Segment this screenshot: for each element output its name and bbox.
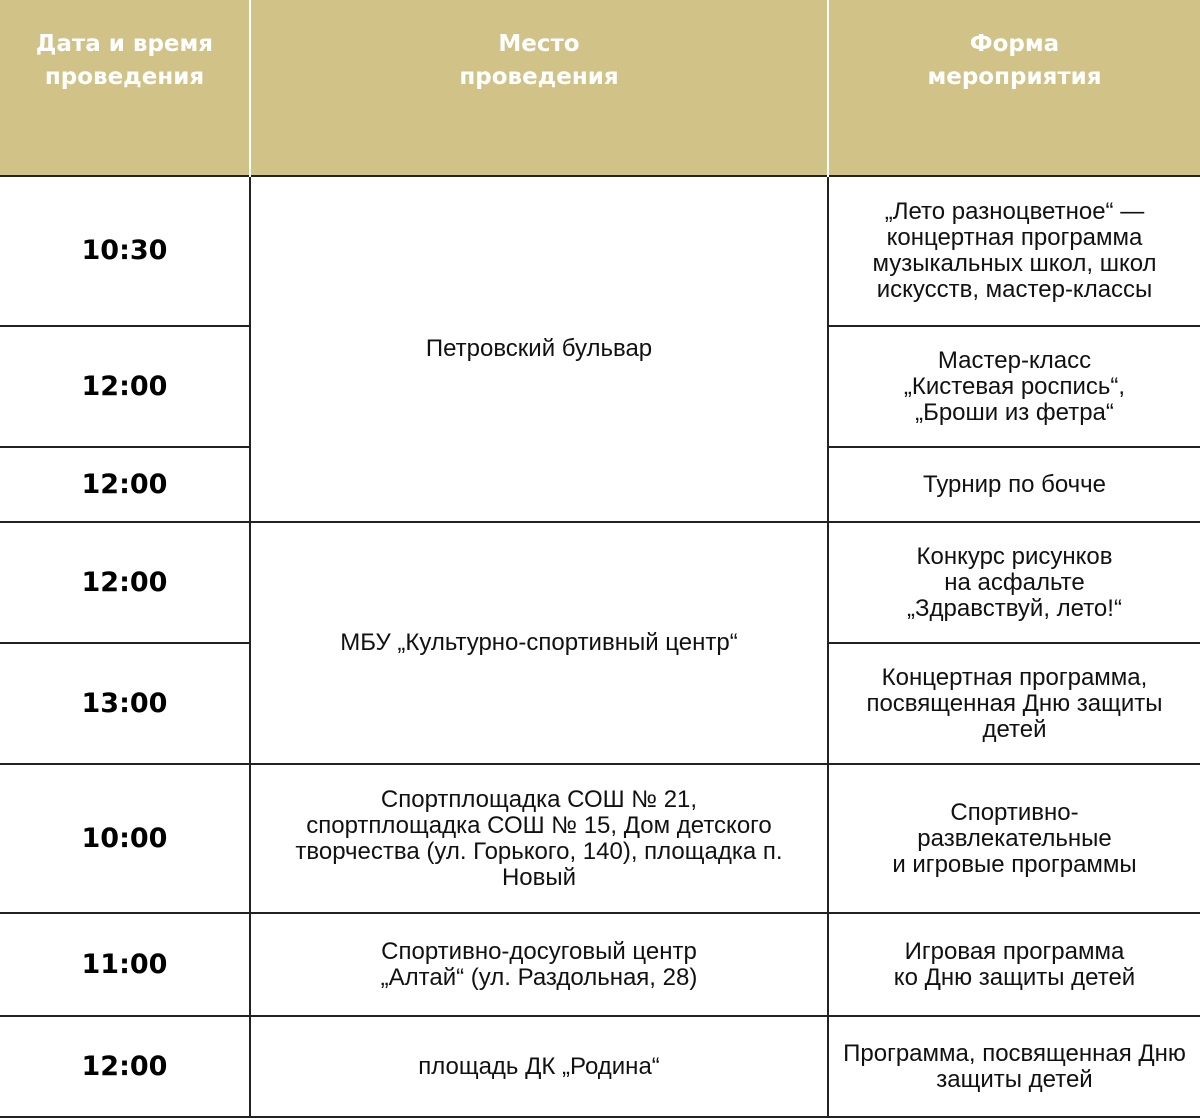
event-cell: Конкурс рисунков на асфальте „Здравствуй, лето!“ — [828, 522, 1200, 643]
table-row — [0, 913, 1200, 1016]
event-cell: Турнир по бочче — [828, 447, 1200, 522]
place-cell: Спортплощадка СОШ № 21, спортплощадка СОШ № 15, Дом детского творчества (ул. Горького, 140), площадка п. Новый — [250, 764, 828, 913]
time-cell: 12:00 — [0, 1016, 250, 1117]
header-row — [0, 0, 1200, 176]
table-row — [0, 176, 1200, 326]
event-cell: Спортивно- развлекательные и игровые программы — [828, 764, 1200, 913]
event-cell: „Лето разноцветное“ — концертная программа музыкальных школ, школ искусств, мастер-классы — [828, 176, 1200, 326]
time-cell: 13:00 — [0, 643, 250, 764]
header-event: Форма мероприятия — [828, 0, 1200, 176]
time-cell: 12:00 — [0, 326, 250, 447]
event-cell: Программа, посвященная Дню защиты детей — [828, 1016, 1200, 1117]
time-cell: 12:00 — [0, 447, 250, 522]
table-row — [0, 764, 1200, 913]
event-cell: Мастер-класс „Кистевая роспись“, „Броши из фетра“ — [828, 326, 1200, 447]
place-cell: Спортивно-досуговый центр „Алтай“ (ул. Раздольная, 28) — [250, 913, 828, 1016]
place-cell: МБУ „Культурно-спортивный центр“ — [250, 522, 828, 764]
place-cell: площадь ДК „Родина“ — [250, 1016, 828, 1117]
time-cell: 10:00 — [0, 764, 250, 913]
time-cell: 11:00 — [0, 913, 250, 1016]
header-time: Дата и время проведения — [0, 0, 250, 176]
event-cell: Концертная программа, посвященная Дню защиты детей — [828, 643, 1200, 764]
time-cell: 10:30 — [0, 176, 250, 326]
time-cell: 12:00 — [0, 522, 250, 643]
table-row — [0, 1016, 1200, 1117]
event-cell: Игровая программа ко Дню защиты детей — [828, 913, 1200, 1016]
table-row — [0, 522, 1200, 643]
place-cell: Петровский бульвар — [250, 176, 828, 522]
header-place: Место проведения — [250, 0, 828, 176]
